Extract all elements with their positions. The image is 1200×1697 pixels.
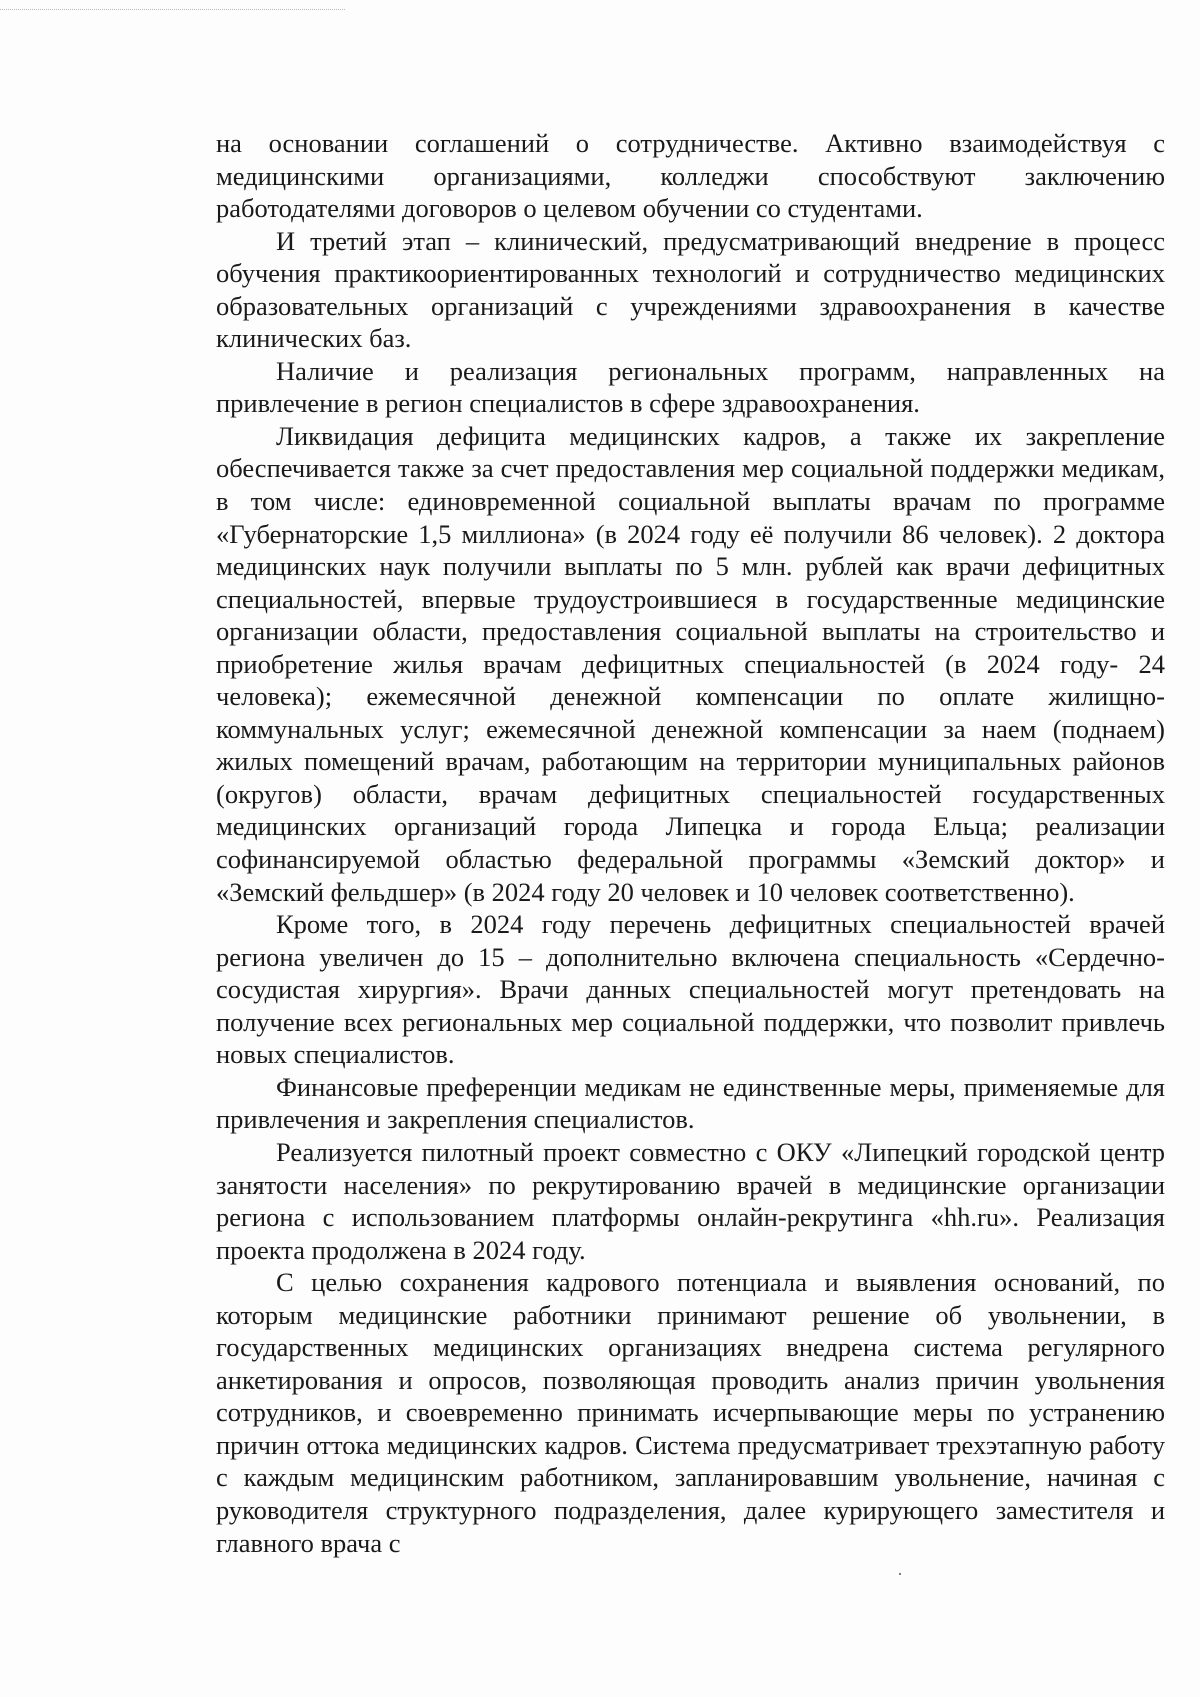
document-body <box>216 127 1165 1559</box>
paragraph-deficit-specialties: Кроме того, в 2024 году перечень дефицитных специальностей врачей региона увеличен до 15 – дополнительно включена специальность «Сердечно-сосудистая хирургия». Врачи данных специальностей могут претендовать на получение всех региональных мер социальной поддержки, что позволит привлечь новых специалистов. <box>216 909 1165 1070</box>
scan-speck <box>899 1573 901 1575</box>
paragraph-retention-system: С целью сохранения кадрового потенциала и выявления оснований, по которым медицинские работники принимают решение об увольнении, в государственных медицинских организациях внедрена система регулярного анкетирования и опросов, позволяющая проводить анализ причин увольнения сотрудников, и своевременно принимать исчерпывающие меры по устранению причин оттока медицинских кадров. Система предусматривает трехэтапную работу с каждым медицинским работником, запланировавшим увольнение, начиная с руководителя структурного подразделения, далее курирующего заместителя и главного врача с <box>216 1267 1165 1558</box>
scan-edge-line <box>0 9 345 10</box>
paragraph-regional-programs: Наличие и реализация региональных программ, направленных на привлечение в регион специалистов в сфере здравоохранения. <box>216 355 1165 419</box>
paragraph-pilot-project: Реализуется пилотный проект совместно с ОКУ «Липецкий городской центр занятости населения» по рекрутированию врачей в медицинские организации региона с использованием платформы онлайн-рекрутинга «hh.ru». Реализация проекта продолжена в 2024 году. <box>216 1136 1165 1265</box>
paragraph-clinical-stage: И третий этап – клинический, предусматривающий внедрение в процесс обучения практикоориентированных технологий и сотрудничество медицинских образовательных организаций с учреждениями здравоохранения в качестве клинических баз. <box>216 225 1165 354</box>
paragraph-financial-preferences: Финансовые преференции медикам не единственные меры, применяемые для привлечения и закрепления специалистов. <box>216 1071 1165 1135</box>
paragraph-social-support: Ликвидация дефицита медицинских кадров, а также их закрепление обеспечивается также за счет предоставления мер социальной поддержки медикам, в том числе: единовременной социальной выплаты врачам по программе «Губернаторские 1,5 миллиона» (в 2024 году её получили 86 человек). 2 доктора медицинских наук получили выплаты по 5 млн. рублей как врачи дефицитных специальностей, впервые трудоустроившиеся в государственные медицинские организации области, предоставления социальной выплаты на строительство и приобретение жилья врачам дефицитных специальностей (в 2024 году- 24 человека); ежемесячной денежной компенсации по оплате жилищно-коммунальных услуг; ежемесячной денежной компенсации за наем (поднаем) жилых помещений врачам, работающим на территории муниципальных районов (округов) области, врачам дефицитных специальностей государственных медицинских организаций города Липецка и города Ельца; реализации софинансируемой областью федеральной программы «Земский доктор» и «Земский фельдшер» (в 2024 году 20 человек и 10 человек соответственно). <box>216 420 1165 907</box>
paragraph-continuation: на основании соглашений о сотрудничестве. Активно взаимодействуя с медицинскими организациями, колледжи способствуют заключению работодателями договоров о целевом обучении со студентами. <box>216 128 1165 224</box>
